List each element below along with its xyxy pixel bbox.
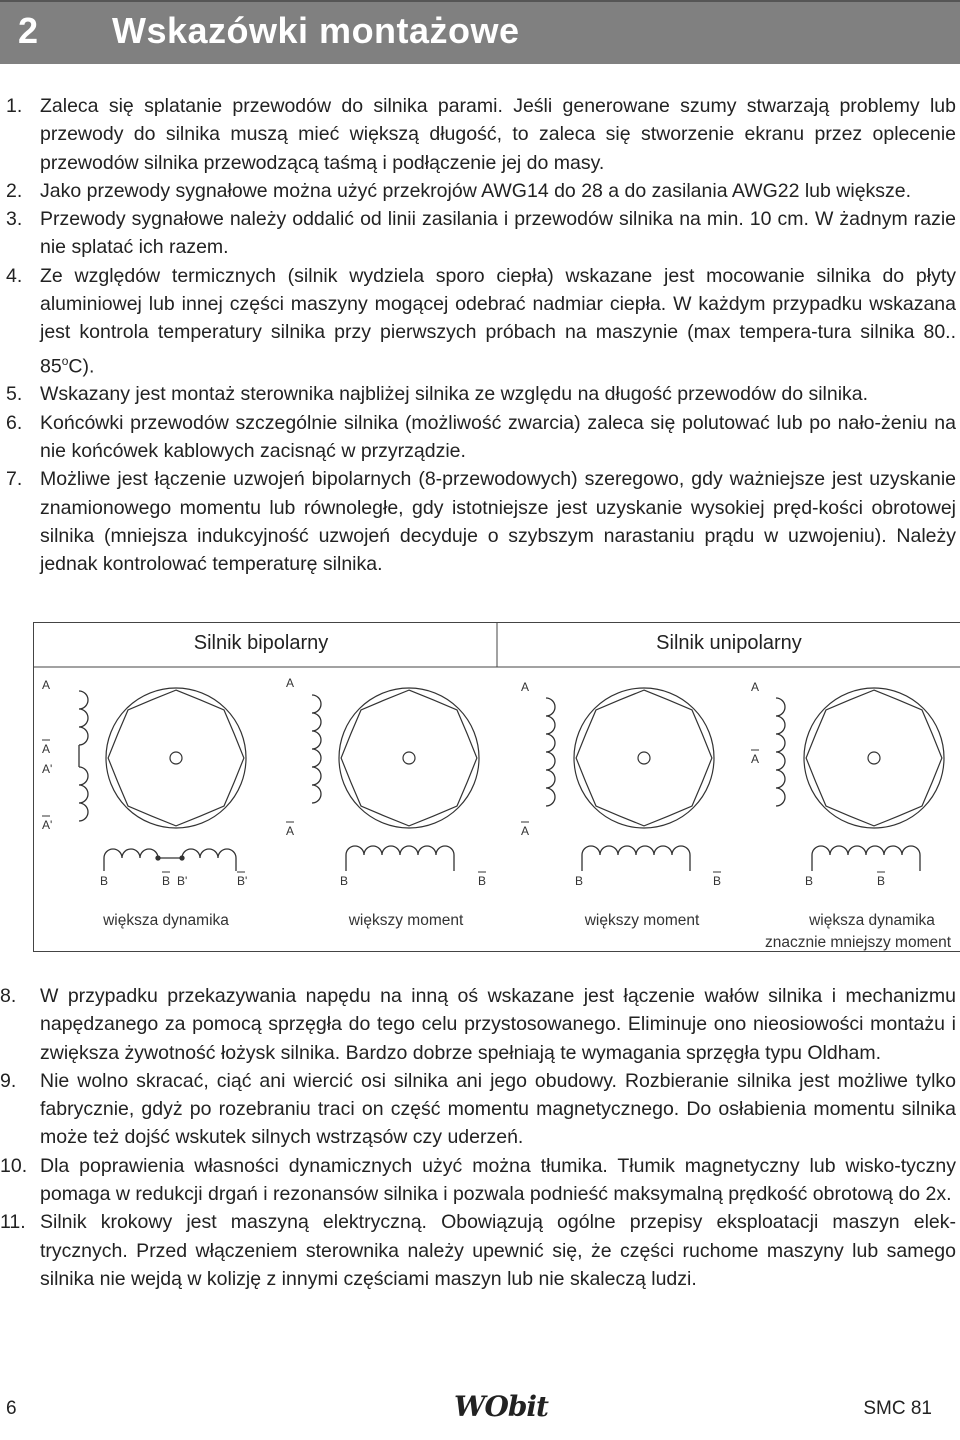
section-number: 2 bbox=[18, 10, 39, 51]
degree-sup: o bbox=[61, 353, 69, 368]
list-item bbox=[0, 982, 960, 1067]
item-number: 7. bbox=[6, 468, 23, 491]
coil bbox=[582, 846, 690, 855]
page-number: 6 bbox=[6, 1398, 17, 1419]
stator-polygon bbox=[576, 690, 712, 826]
label-a-prime: A' bbox=[42, 762, 53, 776]
item-text: Zaleca się splatanie przewodów do silnika parami. Jeśli generowane szumy stwarzają problemy lub przewody do silnika muszą mieć większą długość, to zaleca się stworzenie ekranu przez oplecenie przewodów silnika przewodzącą taśmą i podłączenie jej do masy. bbox=[40, 95, 956, 174]
item-text: Jako przewody sygnałowe można użyć przekrojów AWG14 do 28 a do zasilania AWG22 lub większe. bbox=[40, 179, 912, 202]
motor-symbol-1 bbox=[106, 688, 246, 828]
caption-3: większy moment bbox=[584, 912, 700, 929]
label-b-bar: B bbox=[713, 874, 722, 888]
company-logo: WObit bbox=[454, 1390, 548, 1423]
motor-symbol-3 bbox=[574, 688, 714, 828]
coil bbox=[182, 849, 236, 858]
list-item bbox=[0, 1152, 960, 1209]
item-number: 10. bbox=[0, 1154, 28, 1177]
item-number: 3. bbox=[6, 208, 23, 231]
label-a-bar: A bbox=[286, 824, 295, 838]
label-a-bar: A bbox=[521, 824, 530, 838]
label-b-bar: B bbox=[877, 874, 886, 888]
motor-symbol-4 bbox=[804, 688, 944, 828]
list-item bbox=[0, 1208, 960, 1293]
item-text: Ze względów termicznych (silnik wydziela sporo ciepła) wskazane jest mocowanie silnika do płyty aluminiowej lub innej części maszyny mogącej odebrać nadmiar ciepła. W każdym przypadku wskazana jest kontrola temperatury silnika przy pierwszych próbach na maszynie (max tempera-tura silnika 80.. 85 bbox=[40, 264, 956, 378]
stator-polygon bbox=[108, 690, 244, 826]
label-b: B bbox=[575, 874, 584, 888]
list-item bbox=[0, 465, 960, 578]
bipolar-header: Silnik bipolarny bbox=[193, 632, 329, 654]
motor-wiring-diagram bbox=[33, 622, 960, 952]
coil bbox=[812, 846, 920, 855]
item-text: Możliwe jest łączenie uzwojeń bipolarnych (8-przewodowych) szeregowo, gdy ważniejsze jest uzyskanie znamionowego momentu lub równoległe, gdy istotniejsze jest uzyskanie wysokiej pręd-kości obrotowej silnika (mniejsza indukcyjność uzwojeń decyduje o szybszym narastaniu prądu w uzwojeniu). Należy jednak kontrolować temperaturę silnika. bbox=[40, 468, 956, 576]
list-item bbox=[0, 380, 960, 408]
label-b-bar: B bbox=[478, 874, 487, 888]
list-item bbox=[0, 1067, 960, 1152]
item-number: 8. bbox=[0, 985, 17, 1007]
wiring-svg bbox=[34, 623, 960, 953]
list-item bbox=[0, 409, 960, 466]
section-title: Wskazówki montażowe bbox=[112, 10, 520, 51]
list-item bbox=[0, 92, 960, 177]
label-a-bar: A bbox=[751, 752, 760, 766]
list-item bbox=[0, 262, 960, 381]
caption-4b: znacznie mniejszy moment bbox=[764, 934, 952, 951]
coil bbox=[79, 767, 88, 821]
motor-symbol-2 bbox=[339, 688, 479, 828]
item-text: Wskazany jest montaż sterownika najbliżej silnika ze względu na długość przewodów do silnika. bbox=[40, 383, 869, 406]
item-text: Końcówki przewodów szczególnie silnika (możliwość zwarcia) zaleca się polutować lub po nało-żeniu na nie końcówek kablowych zacisnąć w przyrządzie. bbox=[40, 411, 956, 463]
label-b-prime: B' bbox=[177, 874, 188, 888]
label-a-prime-bar: A' bbox=[42, 818, 53, 832]
instructions-list-top bbox=[0, 92, 960, 579]
label-a: A bbox=[521, 680, 530, 694]
label-a: A bbox=[751, 680, 760, 694]
item-number: 6. bbox=[6, 411, 23, 434]
label-a: A bbox=[286, 676, 295, 690]
item-text: Silnik krokowy jest maszyną elektryczną. Obowiązują ogólne przepisy eksploatacji maszyn elek-trycznych. Przed włączeniem sterownika należy upewnić się, że części ruchome maszyny lub samego silnika nie wejdą w kolizję z innymi częściami maszyn lub nie skaleczą ludzi. bbox=[40, 1211, 956, 1290]
coil bbox=[546, 698, 555, 806]
coil bbox=[104, 849, 158, 858]
item-text: Dla poprawienia własności dynamicznych użyć można tłumika. Tłumik magnetyczny lub wisko-tyczny pomaga w redukcji drgań i rezonansów silnika i pozwala podnieść maksymalną prędkość obrotową do 2x. bbox=[40, 1154, 956, 1206]
coil bbox=[79, 691, 88, 745]
item-text-end: C). bbox=[68, 355, 95, 378]
list-item bbox=[0, 177, 960, 205]
item-number: 11. bbox=[0, 1211, 26, 1234]
item-number: 5. bbox=[6, 383, 23, 406]
coil bbox=[776, 698, 785, 806]
caption-4: większa dynamika bbox=[809, 912, 935, 929]
label-b: B bbox=[340, 874, 349, 888]
item-number: 9. bbox=[0, 1069, 17, 1092]
caption-2: większy moment bbox=[348, 912, 464, 929]
coil bbox=[312, 695, 321, 803]
label-a: A bbox=[42, 678, 51, 692]
item-text: Przewody sygnałowe należy oddalić od linii zasilania i przewodów silnika na min. 10 cm. W żadnym razie nie splatać ich razem. bbox=[40, 208, 956, 259]
label-b: B bbox=[100, 874, 109, 888]
item-number: 4. bbox=[6, 264, 23, 287]
label-b: B bbox=[805, 874, 814, 888]
item-text: Nie wolno skracać, ciąć ani wiercić osi silnika ani jego obudowy. Rozbieranie silnika jest możliwe tylko fabrycznie, gdyż po rozebraniu traci on część momentu magnetycznego. Do osłabienia momentu silnika może też dojść wskutek silnych wstrząsów czy uderzeń. bbox=[40, 1069, 956, 1149]
list-item bbox=[0, 205, 960, 262]
item-text: W przypadku przekazywania napędu na inną oś wskazane jest łączenie wałów silnika i mechanizmu napędzanego za pomocą sprzęgła do tego celu przystosowanego. Eliminuje ono nieosiowości montażu i zwiększa żywotność łożysk silnika. Bardzo dobrze spełniają te wymagania sprzęgła typu Oldham. bbox=[40, 985, 956, 1064]
document-code: SMC 81 bbox=[863, 1398, 932, 1419]
item-number: 2. bbox=[6, 179, 23, 202]
label-b-prime-bar: B' bbox=[237, 874, 248, 888]
label-b-bar: B bbox=[162, 874, 171, 888]
caption-1: większa dynamika bbox=[103, 912, 229, 929]
coil bbox=[346, 846, 454, 855]
section-header bbox=[0, 0, 960, 64]
item-number: 1. bbox=[6, 95, 23, 117]
unipolar-header: Silnik unipolarny bbox=[656, 632, 802, 654]
stator-polygon bbox=[341, 690, 477, 826]
instructions-list-bottom bbox=[0, 982, 960, 1293]
stator-polygon bbox=[806, 690, 942, 826]
label-a-bar: A bbox=[42, 742, 51, 756]
